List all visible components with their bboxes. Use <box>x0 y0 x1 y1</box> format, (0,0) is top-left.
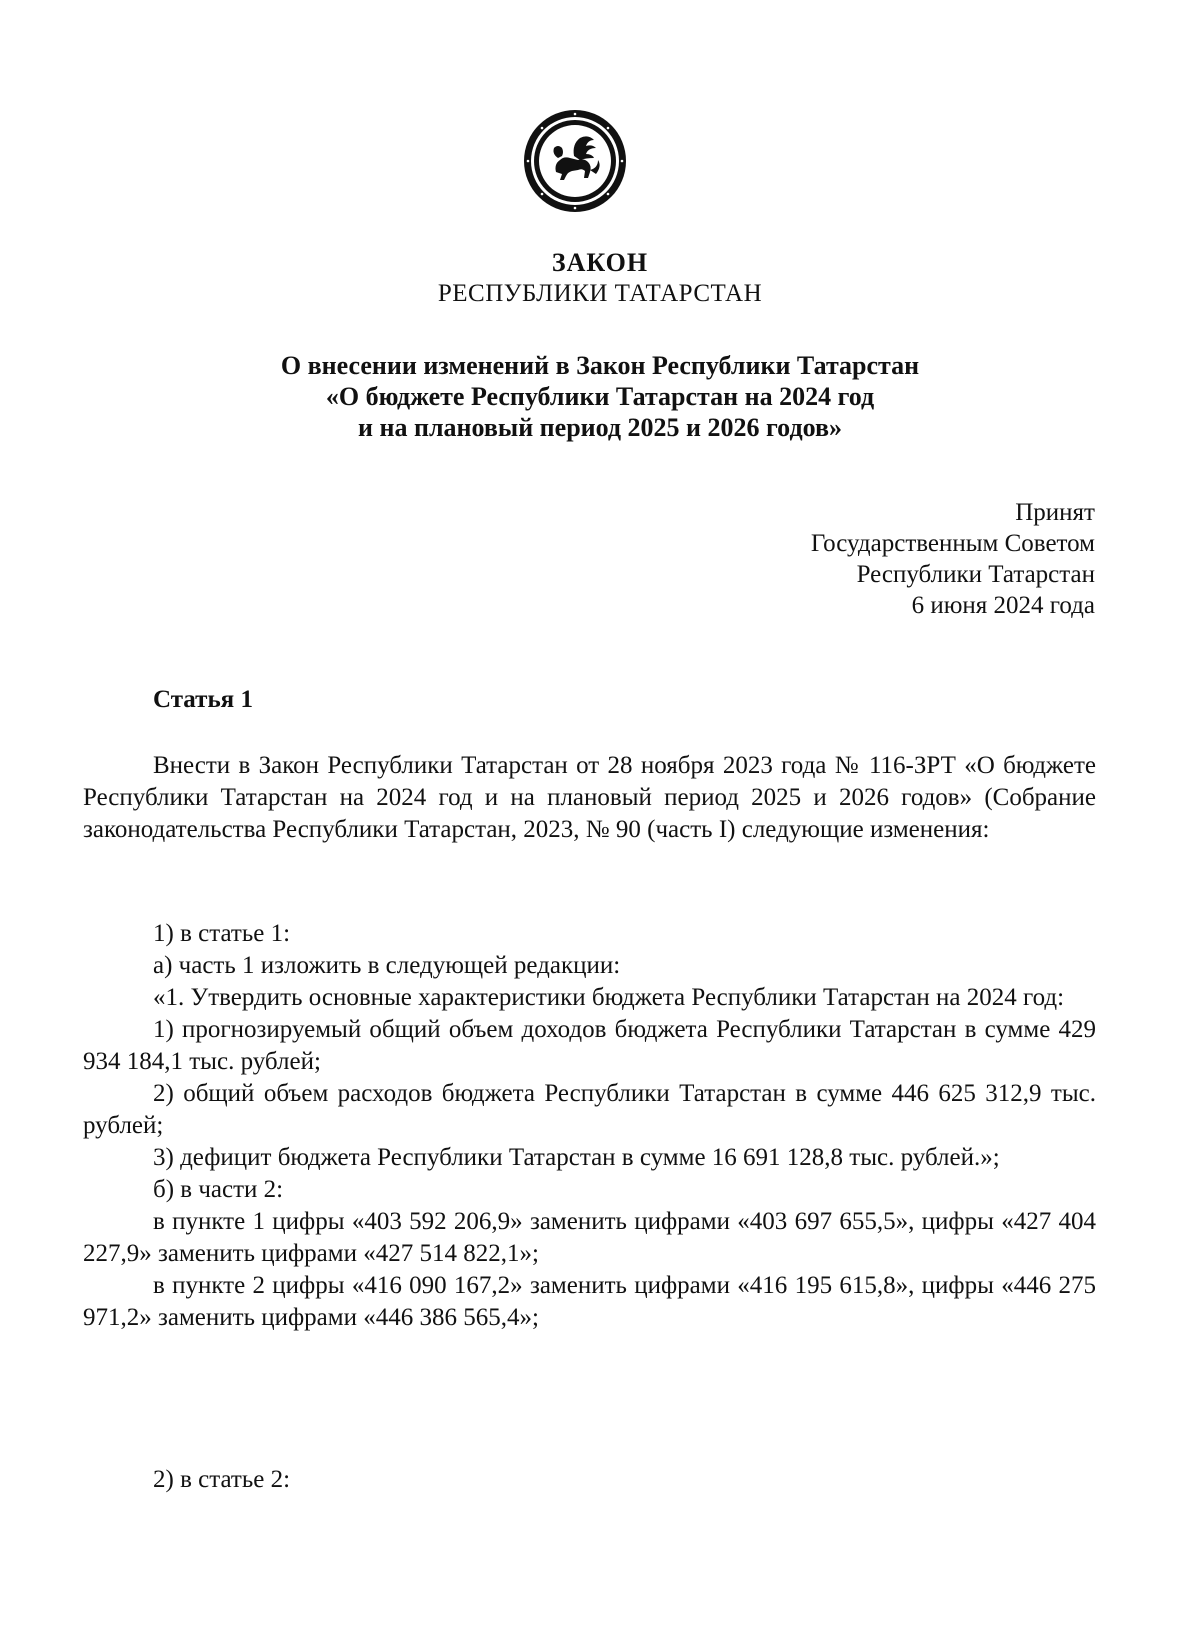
subject-line: О внесении изменений в Закон Республики Татарстан <box>280 351 920 380</box>
intro-paragraph: Внести в Закон Республики Татарстан от 28 ноября 2023 года № 116-ЗРТ «О бюджете Республики Татарстан на 2024 год и на плановый период 2025 и 2026 годов» (Собрание законодательства Республики Татарстан, 2023, № 90 (часть I) следующие изменения: <box>83 752 1096 843</box>
item-1-a: а) часть 1 изложить в следующей редакции: <box>153 952 621 979</box>
item-1-quote-3: 3) дефицит бюджета Республики Татарстан в сумме 16 691 128,8 тыс. рублей.»; <box>153 1144 1000 1171</box>
law-title: ЗАКОН <box>551 248 649 277</box>
adoption-line: Республики Татарстан <box>856 561 1095 588</box>
adoption-line: Принят <box>1015 499 1095 526</box>
coat-of-arms-emblem <box>522 108 628 214</box>
item-1-quote-1: 1) прогнозируемый общий объем доходов бюджета Республики Татарстан в сумме 429 934 184,1 тыс. рублей; <box>83 1016 1096 1075</box>
adoption-line: Государственным Советом <box>810 530 1095 557</box>
subject-line: и на плановый период 2025 и 2026 годов» <box>358 413 842 442</box>
adoption-block <box>811 497 1095 621</box>
law-subtitle: РЕСПУБЛИКИ ТАТАРСТАН <box>437 280 763 307</box>
article-heading: Статья 1 <box>153 686 253 713</box>
item-1-b-2: в пункте 2 цифры «416 090 167,2» заменить цифрами «416 195 615,8», цифры «446 275 971,2» заменить цифрами «446 386 565,4»; <box>83 1272 1096 1331</box>
item-2-title: 2) в статье 2: <box>153 1466 291 1493</box>
item-1-block <box>83 918 1096 1334</box>
article-intro <box>83 750 1096 846</box>
law-subject <box>0 350 1200 443</box>
tatarstan-coat-of-arms-icon <box>522 108 628 214</box>
item-1-title: 1) в статье 1: <box>153 920 291 947</box>
item-1-quote: «1. Утвердить основные характеристики бюджета Республики Татарстан на 2024 год: <box>153 984 1065 1011</box>
subject-line: «О бюджете Республики Татарстан на 2024 год <box>325 382 875 411</box>
item-1-quote-2: 2) общий объем расходов бюджета Республики Татарстан в сумме 446 625 312,9 тыс. рублей; <box>83 1080 1096 1139</box>
item-1-b: б) в части 2: <box>153 1176 284 1203</box>
item-2-block <box>83 1464 1096 1496</box>
adoption-date: 6 июня 2024 года <box>911 592 1095 619</box>
item-1-b-1: в пункте 1 цифры «403 592 206,9» заменить цифрами «403 697 655,5», цифры «427 404 227,9» заменить цифрами «427 514 822,1»; <box>83 1208 1096 1267</box>
